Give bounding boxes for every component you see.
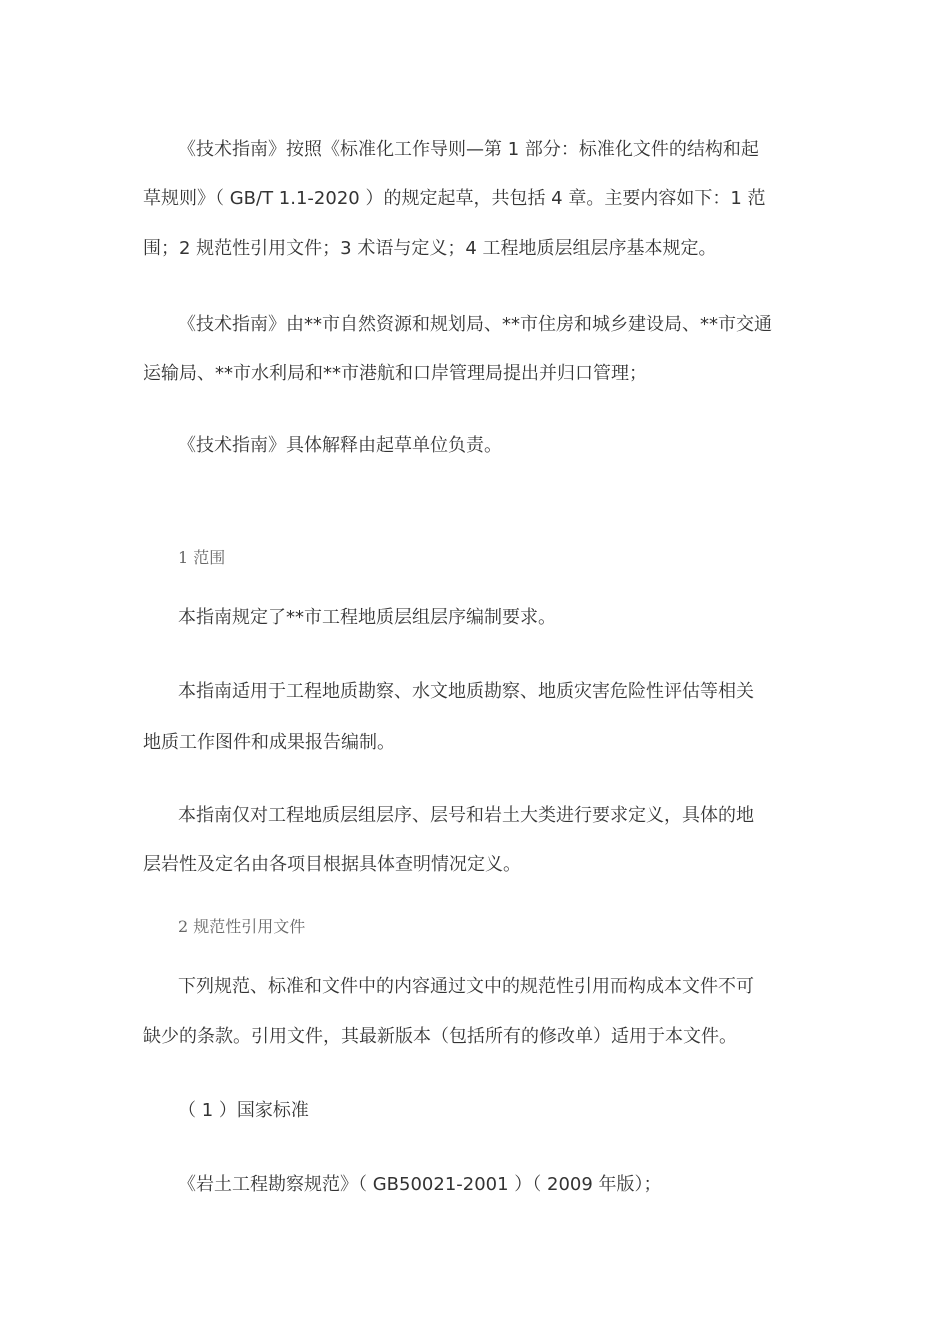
section-1-paragraph-2-line-2: 地质工作图件和成果报告编制。 [143, 732, 395, 753]
section-1-heading: 1 范围 [178, 548, 226, 567]
section-2-paragraph-1-line-1: 下列规范、标准和文件中的内容通过文中的规范性引用而构成本文件不可 [178, 976, 754, 997]
intro-paragraph-3-line-1: 《技术指南》具体解释由起草单位负责。 [178, 435, 502, 456]
section-1-paragraph-3-line-2: 层岩性及定名由各项目根据具体查明情况定义。 [143, 854, 521, 875]
section-2-heading: 2 规范性引用文件 [178, 917, 306, 936]
section-1-paragraph-1: 本指南规定了**市工程地质层组层序编制要求。 [178, 607, 556, 628]
intro-paragraph-2-line-2: 运输局、**市水利局和**市港航和口岸管理局提出并归口管理； [143, 363, 647, 384]
intro-paragraph-1-line-1: 《技术指南》按照《标准化工作导则—第 1 部分：标准化文件的结构和起 [178, 139, 759, 160]
intro-paragraph-2-line-1: 《技术指南》由**市自然资源和规划局、**市住房和城乡建设局、**市交通 [178, 314, 772, 335]
intro-paragraph-1-line-2: 草规则》（ GB/T 1.1-2020 ）的规定起草，共包括 4 章。主要内容如下：1 范 [143, 188, 766, 209]
section-1-paragraph-3-line-1: 本指南仅对工程地质层组层序、层号和岩土大类进行要求定义，具体的地 [178, 805, 754, 826]
section-2-subheading-national-standards: （ 1 ）国家标准 [178, 1100, 309, 1121]
section-1-paragraph-2-line-1: 本指南适用于工程地质勘察、水文地质勘察、地质灾害危险性评估等相关 [178, 681, 754, 702]
section-2-reference-1: 《岩土工程勘察规范》（ GB50021-2001 ）（ 2009 年版）； [178, 1174, 662, 1195]
section-2-paragraph-1-line-2: 缺少的条款。引用文件，其最新版本（包括所有的修改单）适用于本文件。 [143, 1026, 737, 1047]
intro-paragraph-1-line-3: 围；2 规范性引用文件；3 术语与定义；4 工程地质层组层序基本规定。 [143, 238, 717, 259]
